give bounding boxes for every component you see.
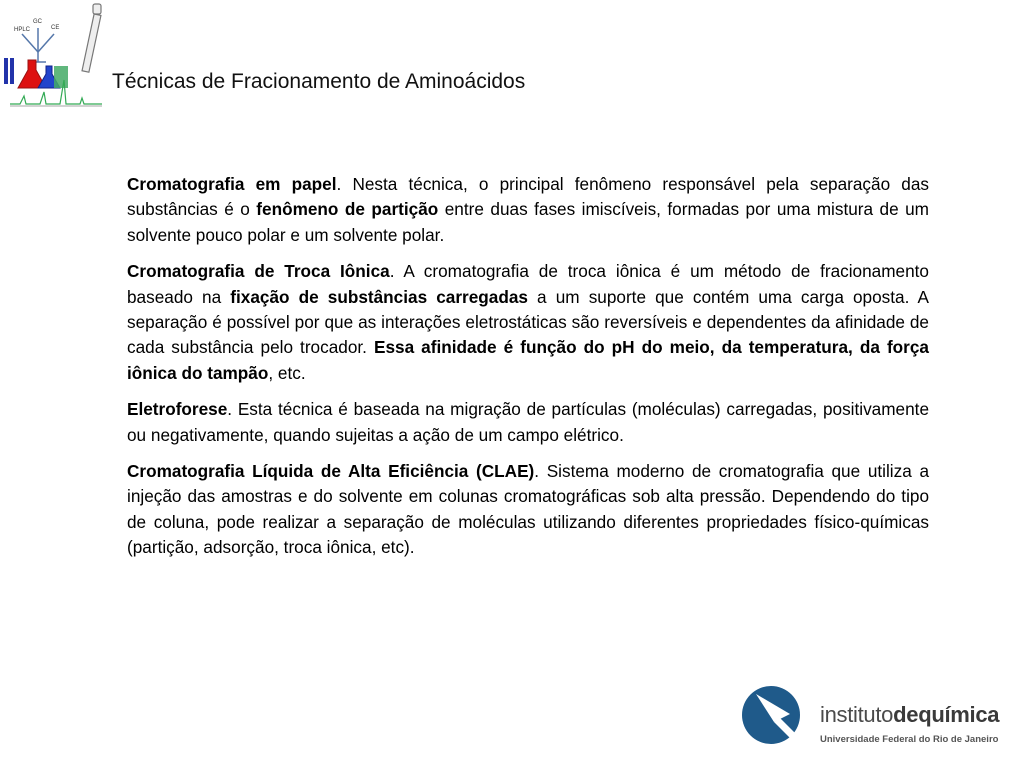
paragraph-hplc (127, 459, 929, 561)
paragraph-term: Cromatografia em papel (127, 174, 337, 194)
paragraph-ion-exchange (127, 259, 929, 386)
paragraph-text: . Esta técnica é baseada na migração de partículas (moléculas) carregadas, positivamente ou negativamente, quando sujeitas a ação de um campo elétrico. (127, 399, 929, 445)
paragraph-term: Eletroforese (127, 399, 228, 420)
institution-name (820, 702, 999, 728)
institution-emblem-icon (740, 684, 804, 748)
chromatography-logo-icon (0, 0, 110, 115)
paragraph-text: . A cromatografia de troca iônica é um método de fracionamento baseado na (127, 261, 929, 307)
paragraph-text: entre duas fases imiscíveis, formadas por uma mistura de um solvente pouco polar e um solvente polar. (127, 199, 929, 245)
logo-label-right: CE (51, 25, 60, 31)
paragraph-electrophoresis (127, 397, 929, 448)
paragraph-emphasis: fenômeno de partição (256, 199, 439, 220)
paragraph-term: Cromatografia de Troca Iônica (127, 261, 390, 282)
paragraph-term: Cromatografia Líquida de Alta Eficiência (CLAE) (127, 461, 535, 482)
paragraph-paper-chromatography (127, 172, 929, 248)
institution-name-regular: instituto (820, 702, 894, 727)
institution-name-bold: dequímica (893, 702, 1000, 727)
paragraph-text: a um suporte que contém uma carga oposta. A separação é possível por que as interações eletrostáticas são reversíveis e dependentes da afinidade de cada substância pelo trocador. (127, 286, 929, 358)
header-logo (0, 0, 110, 115)
paragraph-emphasis: Essa afinidade é função do pH do meio, da temperatura, da força iônica do tampão (127, 337, 929, 383)
paragraph-text: . Nesta técnica, o principal fenômeno responsável pela separação das substâncias é o (127, 174, 929, 220)
slide-content (127, 172, 929, 561)
paragraph-text: , etc. (268, 362, 306, 383)
institution-subtitle: Universidade Federal do Rio de Janeiro (820, 734, 999, 745)
logo-label-left: HPLC (14, 27, 31, 33)
page-title: Técnicas de Fracionamento de Aminoácidos (112, 70, 526, 93)
paragraph-text: . Sistema moderno de cromatografia que utiliza a injeção das amostras e do solvente em colunas cromatográficas sob alta pressão. Dependendo do tipo de coluna, pode realizar a separação de moléculas utilizando diferentes propriedades físico-químicas (partição, adsorção, troca iônica, etc). (127, 461, 930, 558)
paragraph-emphasis: fixação de substâncias carregadas (230, 286, 528, 307)
institution-logo (740, 684, 1010, 750)
logo-label-center: GC (33, 19, 42, 25)
